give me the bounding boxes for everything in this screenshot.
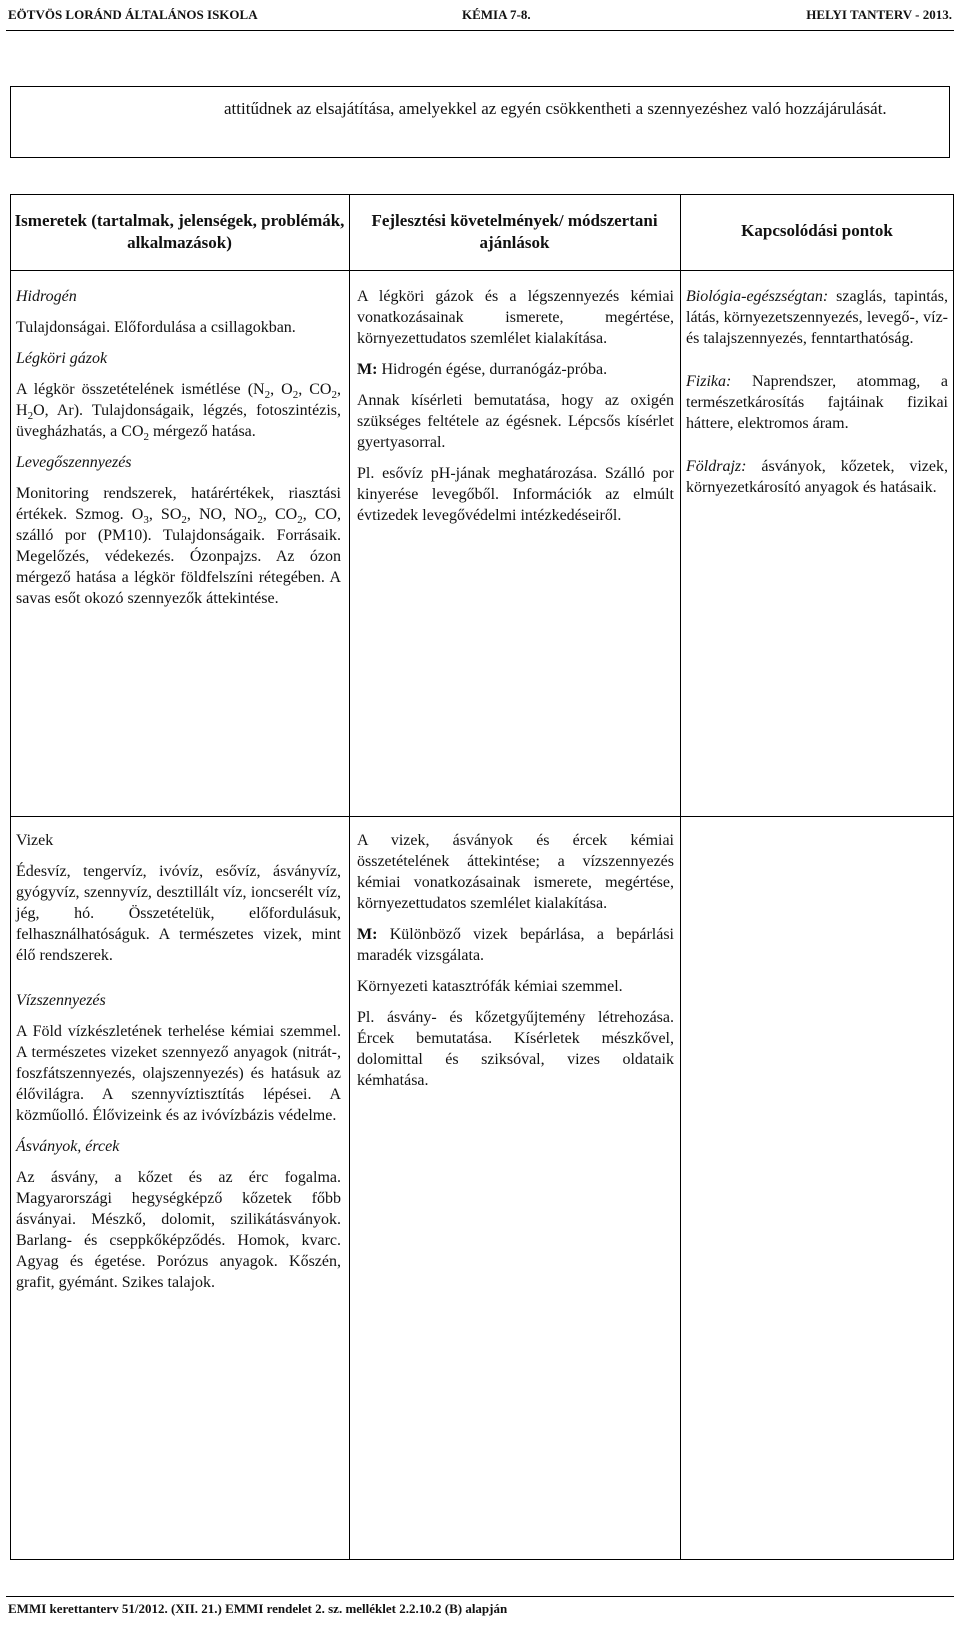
legkori-text: A légkör összetételének ismétlése ($N_2$, $O_2$, $CO_2$, $H_2O$, Ar). Tulajdonságaik, légzés, fotoszintézis, üvegházhatás, a $CO_2$ mérgező hatása. — [16, 381, 341, 444]
req2-text-1: A vizek, ásványok és ércek kémiai összetételének áttekintése; a vízszennyezés kémiai vonatkozásainak ismerete, megértése, környezettudatos szemlélet kialakítása. — [357, 832, 674, 912]
column-divider-2 — [680, 194, 681, 1560]
intro-text: attitűdnek az elsajátítása, amelyekkel az egyén csökkentheti a szennyezéshez való hozzájárulását. — [224, 99, 887, 118]
curriculum-table — [10, 194, 954, 1560]
legkori-title: Légköri gázok — [16, 350, 108, 367]
geography-connection: Földrajz: ásványok, kőzetek, vizek, környezetkárosító anyagok és hatásaik. — [686, 458, 948, 496]
vizszennyezes-title: Vízszennyezés — [16, 992, 106, 1009]
row2-requirements-cell — [357, 830, 674, 1101]
column-header-requirements: Fejlesztési követelmények/ módszertani ajánlások — [371, 211, 658, 252]
row-divider — [10, 816, 954, 817]
column-header-knowledge: Ismeretek (tartalmak, jelenségek, problémák, alkalmazások) — [14, 211, 345, 252]
hidrogen-text: Tulajdonságai. Előfordulása a csillagokban. — [16, 319, 296, 336]
physics-connection: Fizika: Naprendszer, atommag, a természetkárosítás fajtáinak fizikai háttere, elektromos áram. — [686, 373, 948, 432]
header-row-divider — [10, 270, 954, 271]
vizek-text: Édesvíz, tengervíz, ivóvíz, esővíz, ásványvíz, gyógyvíz, szennyvíz, desztillált víz, ioncserélt víz, jég, hó. Összetételük, előfordulásuk, felhasználhatóságuk. A természetes vizek, mint élő rendszerek. — [16, 863, 341, 964]
subject-title: KÉMIA 7-8. — [462, 7, 531, 22]
intro-box — [10, 86, 950, 158]
curriculum-title: HELYI TANTERV - 2013. — [806, 7, 952, 22]
row1-connections-cell — [686, 286, 948, 508]
column-divider-1 — [349, 194, 350, 1560]
footer-divider — [6, 1596, 954, 1597]
column-header-connections: Kapcsolódási pontok — [741, 221, 893, 240]
asvanyok-text: Az ásvány, a kőzet és az érc fogalma. Magyarországi hegységképző kőzetek főbb ásványai. Mészkő, dolomit, szilikátásványok. Barlang- és cseppkőképződés. Homok, kvarc. Agyag és égetése. Porózus anyagok. Kőszén, grafit, gyémánt. Szikes talajok. — [16, 1169, 341, 1291]
levego-title: Levegőszennyezés — [16, 454, 132, 471]
row1-requirements-cell — [357, 286, 674, 536]
req2-text-4: Pl. ásvány- és kőzetgyűjtemény létrehozása. Ércek bemutatása. Kísérletek mészkővel, dolomittal és sziksóval, vizes oldataik kémhatása. — [357, 1009, 674, 1089]
levego-text: Monitoring rendszerek, határértékek, riasztási értékek. Szmog. $O_3$, $SO_2$, NO, $NO_2$, $CO_2$, CO, szálló por (PM10). Tulajdonságaik. Forrásaik. Megelőzés, védekezés. Ózonpajzs. Az ózon mérgező hatása a légkör földfelszíni rétegében. A savas esőt okozó szennyezők áttekintése. — [16, 485, 342, 607]
row1-knowledge-cell — [16, 286, 341, 619]
vizek-title: Vizek — [16, 832, 54, 849]
req-text-3: Annak kísérleti bemutatása, hogy az oxigén szükséges feltétele az égésnek. Lépcsős kísérlet gyertyasorral. — [357, 392, 674, 451]
req-text-4: Pl. esővíz pH-jának meghatározása. Szálló por kinyerése levegőből. Információk az elmúlt évtizedek levegővédelmi intézkedéseiről. — [357, 465, 674, 524]
header-divider — [6, 30, 954, 31]
req-text-1: A légköri gázok és a légszennyezés kémiai vonatkozásainak ismerete, megértése, környezettudatos szemlélet kialakítása. — [357, 288, 674, 347]
hidrogen-title: Hidrogén — [16, 288, 77, 305]
page-footer: EMMI kerettanterv 51/2012. (XII. 21.) EMMI rendelet 2. sz. melléklet 2.2.10.2 (B) alapján — [8, 1601, 508, 1616]
row2-knowledge-cell — [16, 830, 341, 1303]
school-name: EÖTVÖS LORÁND ÁLTALÁNOS ISKOLA — [8, 7, 258, 22]
vizszennyezes-text: A Föld vízkészletének terhelése kémiai szemmel. A természetes vizeket szennyező anyagok (nitrát-, foszfátszennyezés, olajszennyezés) és hatásuk az élővilágra. A szennyvíztisztítás lépései. A közműolló. Élővizeink és az ivóvízbázis védelme. — [16, 1023, 341, 1124]
page-header — [0, 0, 960, 34]
biology-connection: Biológia-egészségtan: szaglás, tapintás, látás, környezetszennyezés, levegő-, víz- és talajszennyezés, fenntarthatóság. — [686, 288, 948, 347]
req2-text-2: M: Különböző vizek bepárlása, a bepárlási maradék vizsgálata. — [357, 926, 674, 964]
req-text-2: M: Hidrogén égése, durranógáz-próba. — [357, 361, 608, 378]
asvanyok-title: Ásványok, ércek — [16, 1138, 120, 1155]
req2-text-3: Környezeti katasztrófák kémiai szemmel. — [357, 978, 623, 995]
